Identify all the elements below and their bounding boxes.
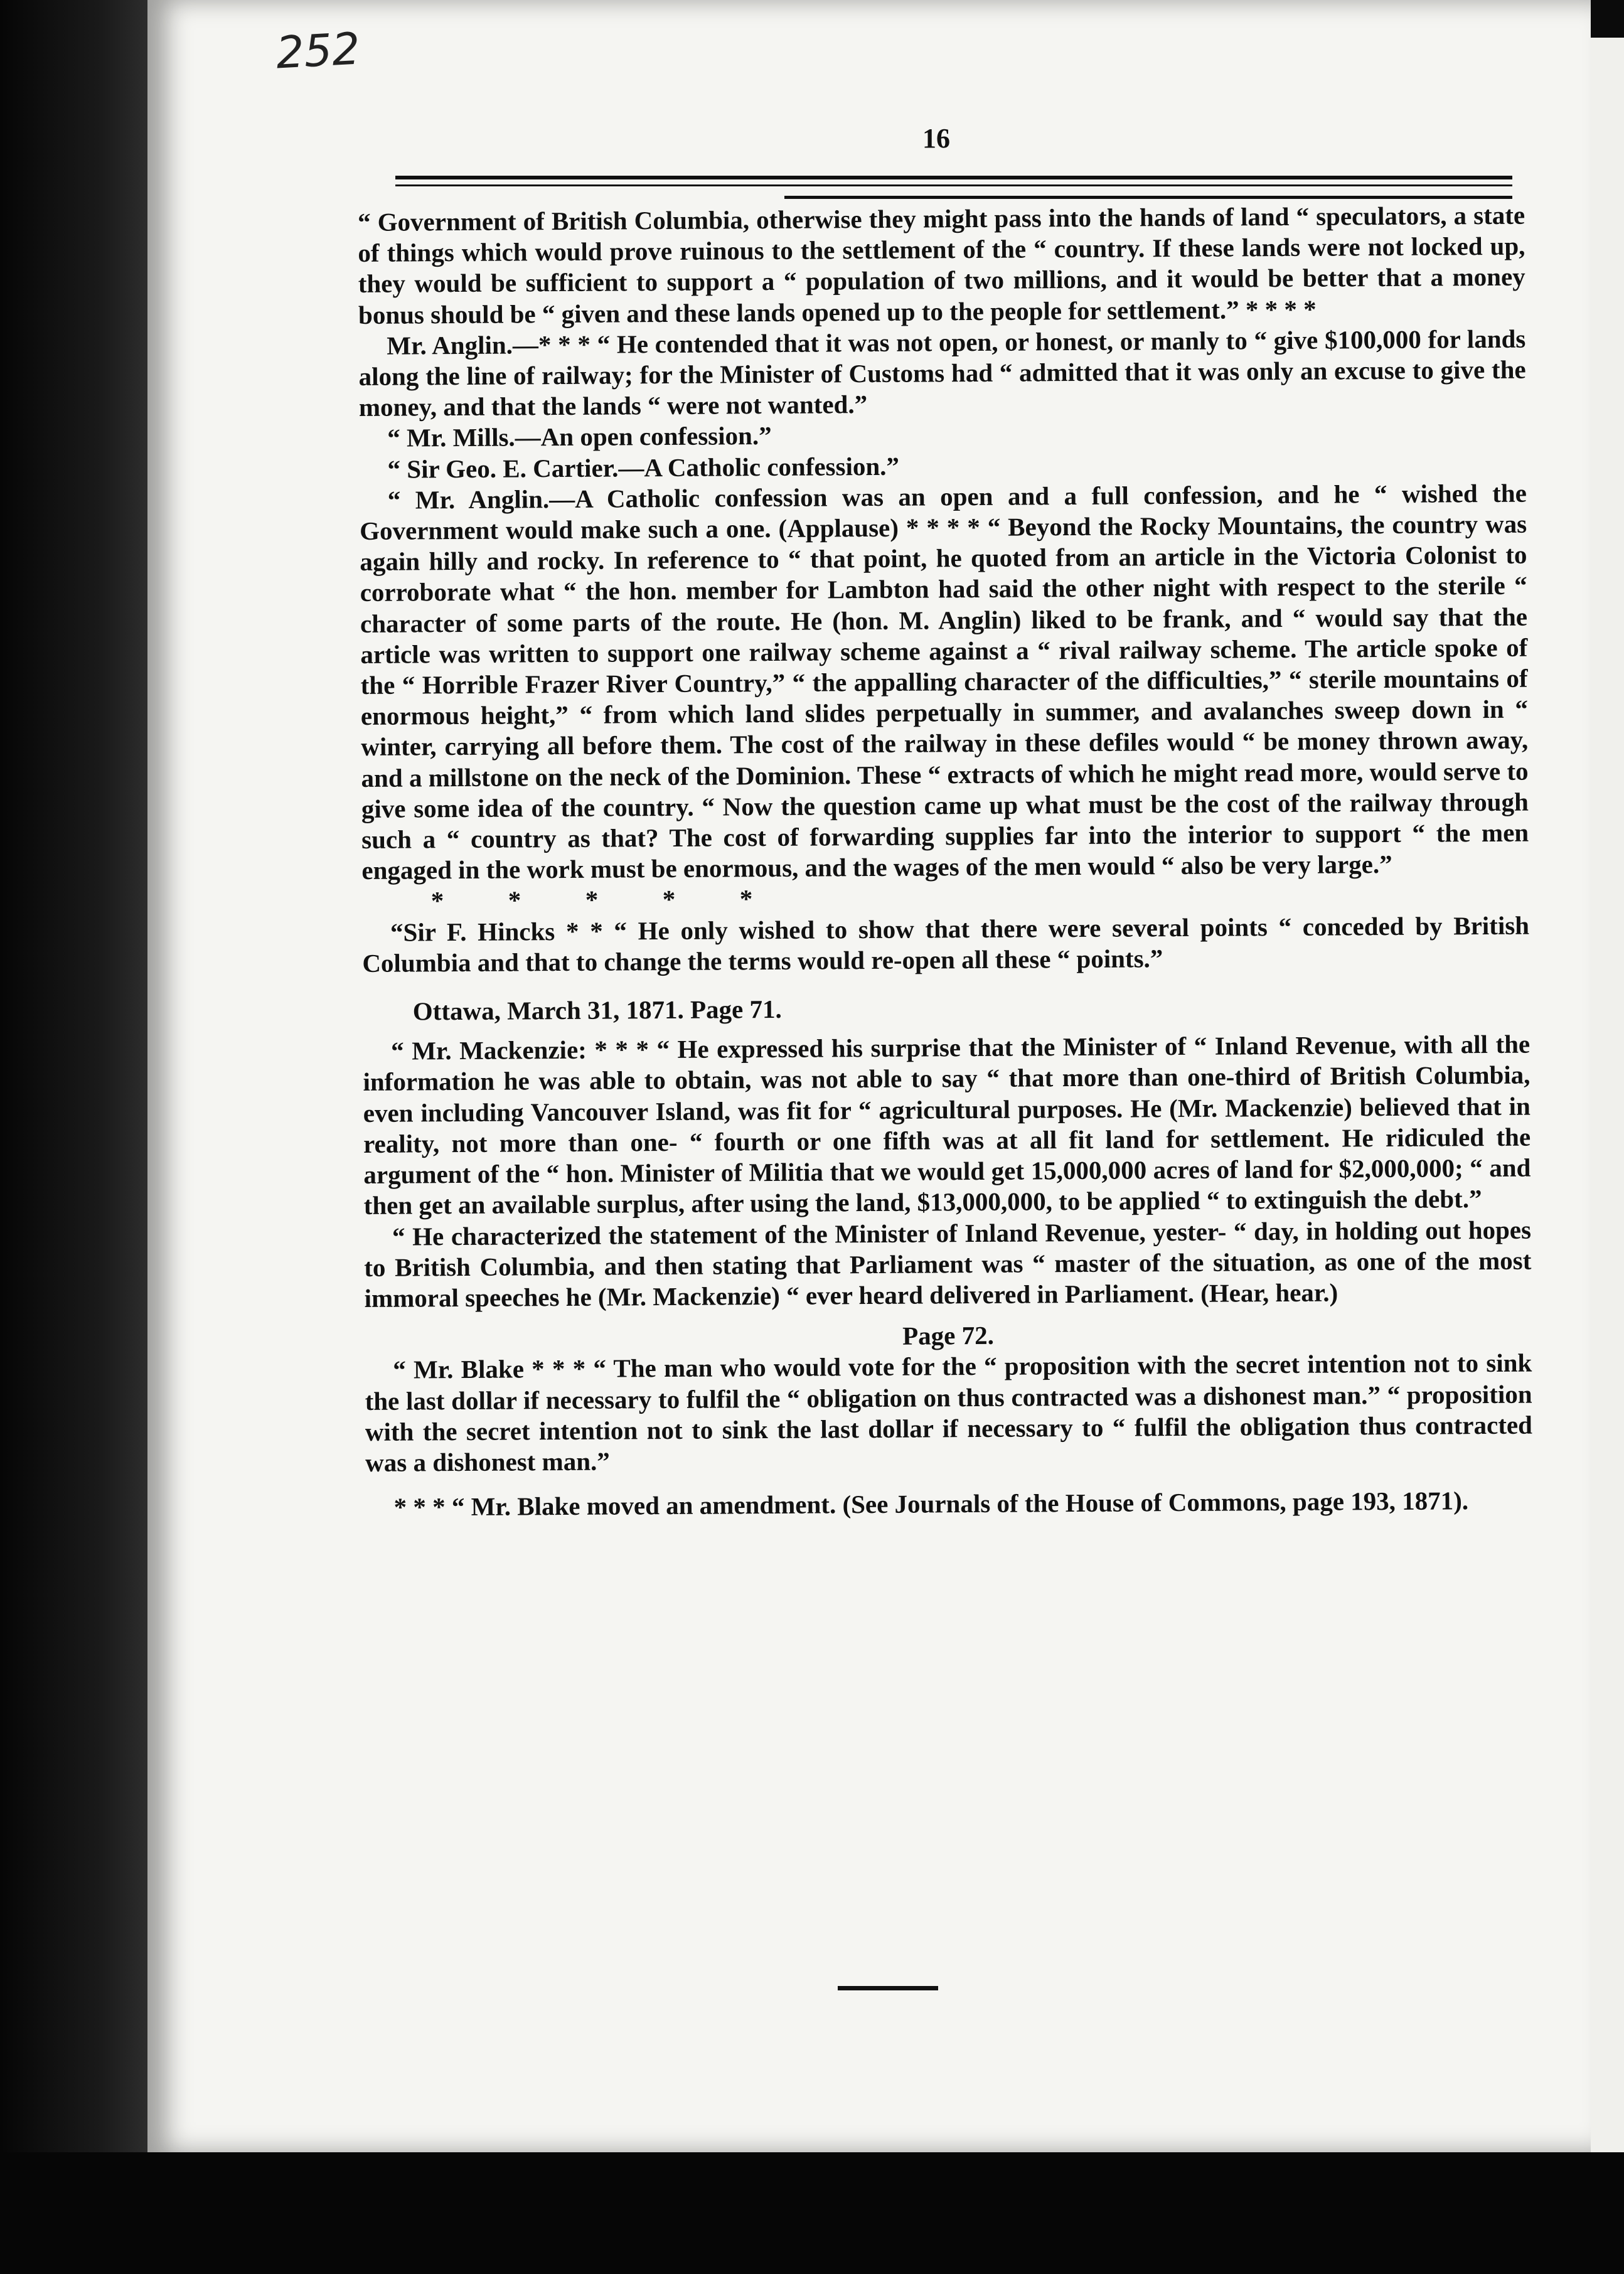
paragraph-mackenzie-2: “ He characterized the statement of the Minister of Inland Revenue, yester- “ day, in holding out hopes to British Columbia, and then stating that Parliament was “ master of the situation, as one of the most immoral speeches he (Mr. Mackenzie) “ ever heard delivered in Parliament. (Hear, hear.) bbox=[364, 1215, 1532, 1313]
header-rule-thin bbox=[395, 184, 1512, 186]
end-rule bbox=[838, 1986, 938, 1990]
section-stars: * * * * * bbox=[430, 884, 753, 915]
paragraph-cartier: “ Sir Geo. E. Cartier.—A Catholic confession.” bbox=[387, 451, 900, 484]
paragraph-mackenzie-1: “ Mr. Mackenzie: * * * “ He expressed his surprise that the Minister of “ Inland Revenue, with all the information he was able to obtain, was not able to say “ that more than one-third of British Columbia, even including Vancouver Island, was fit for “ agricultural purposes. He (Mr. Mackenzie) believed that in reality, not more than one- “ fourth or one fifth was at all fit land for settlement. He ridiculed the argument of the “ hon. Minister of Militia that we would get 15,000,000 acres of land for $2,000,000; “ and then get an available surplus, after using the land, $13,000,000, to be applied “ to extinguish the debt.” bbox=[363, 1029, 1531, 1220]
heading-page-72: Page 72. bbox=[902, 1320, 995, 1350]
paragraph-mills: “ Mr. Mills.—An open confession.” bbox=[387, 421, 772, 453]
page-body bbox=[358, 200, 1533, 1524]
paragraph-blake-1: “ Mr. Blake * * * “ The man who would vote for the “ proposition with the secret intention not to sink the last dollar if necessary to fulfil the “ obligation on thus contracted was a dishonest man.” “ proposition with the secret intention not to sink the last dollar if necessary to “ fulfil the obligation thus contracted was a dishonest man.” bbox=[365, 1348, 1533, 1477]
header-rule-short bbox=[784, 196, 1512, 199]
handwritten-folio-number: 252 bbox=[274, 23, 361, 79]
header-rule bbox=[395, 176, 1512, 179]
page-number: 16 bbox=[922, 123, 950, 154]
paragraph-anglin-1: Mr. Anglin.—* * * “ He contended that it was not open, or honest, or manly to “ give $100,000 for lands along the line of railway; for the Minister of Customs had “ admitted that it was only an excuse to give the money, and that the lands “ were not wanted.” bbox=[358, 324, 1526, 422]
scan-bottom-shadow bbox=[0, 2152, 1624, 2274]
paragraph-1: “ Government of British Columbia, otherwise they might pass into the hands of land “ speculators, a state of things which would prove ruinous to the settlement of the “ country. If these lands were not locked up, they would be sufficient to support a “ population of two millions, and it would be better that a money bonus should be “ given and these lands opened up to the people for settlement.” * * * * bbox=[358, 200, 1525, 329]
heading-ottawa-page-71: Ottawa, March 31, 1871. Page 71. bbox=[412, 994, 782, 1026]
paragraph-hincks: “Sir F. Hincks * * “ He only wished to show that there were several points “ conceded by British Columbia and that to change the terms would re-open all these “ points.” bbox=[362, 910, 1530, 978]
paragraph-blake-2: * * * “ Mr. Blake moved an amendment. (See Journals of the House of Commons, page 193, 1871). bbox=[393, 1486, 1469, 1522]
paragraph-anglin-2: “ Mr. Anglin.—A Catholic confession was an open and a full confession, and he “ wished the Government would make such a one. (Applause) * * * * “ Beyond the Rocky Mountains, the country was again hilly and rocky. In reference to “ that point, he quoted from an article in the Victoria Colonist to corroborate what “ the hon. member for Lambton had said the other night with respect to the sterile “ character of some parts of the route. He (hon. M. Anglin) liked to be frank, and “ would say that the article was written to support one railway scheme against a “ rival railway scheme. The article spoke of the “ Horrible Frazer River Country,” “ the appalling character of the difficulties,” “ sterile mountains of enormous height,” “ from which land slides perpetually in summer, and avalanches sweep down in “ winter, carrying all before them. The cost of the railway in these defiles would “ be money thrown away, and a millstone on the neck of the Dominion. These “ extracts of which he might read more, would serve to give some idea of the country. “ Now the question came up what must be the cost of the railway through such a “ country as that? The cost of forwarding supplies far into the interior to support “ the men engaged in the work must be enormous, and the wages of the men would “ also be very large.” bbox=[360, 478, 1529, 885]
